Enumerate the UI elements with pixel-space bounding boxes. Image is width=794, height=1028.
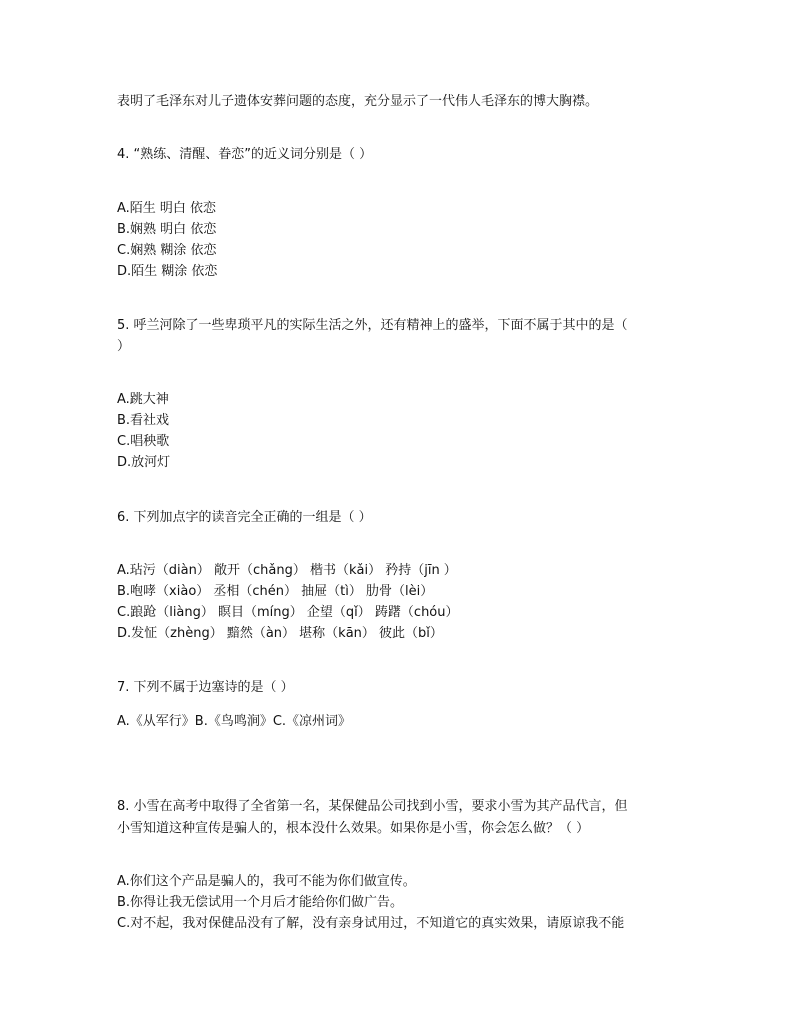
question-8-option-a: A.你们这个产品是骗人的，我可不能为你们做宣传。	[117, 874, 416, 889]
question-8-option-c: C.对不起，我对保健品没有了解，没有亲身试用过，不知道它的真实效果，请原谅我不能	[117, 916, 625, 931]
question-6-option-b: B.咆哮（xiào） 丞相（chén） 抽屉（tì） 肋骨（lèi）	[117, 584, 434, 599]
intro-text: 表明了毛泽东对儿子遗体安葬问题的态度，充分显示了一代伟人毛泽东的博大胸襟。	[117, 94, 599, 109]
question-6-option-a: A.玷污（diàn） 敞开（chǎng） 楷书（kǎi） 矜持（jīn ）	[117, 563, 457, 578]
question-4-stem: 4. “熟练、清醒、眷恋”的近义词分别是（ ）	[117, 147, 373, 162]
question-4-option-d: D.陌生 糊涂 依恋	[117, 264, 218, 279]
question-6-option-c: C.踉跄（liàng） 瞑目（míng） 企望（qǐ） 踌躇（chóu）	[117, 605, 459, 620]
question-5-stem-line1: 5. 呼兰河除了一些卑琐平凡的实际生活之外，还有精神上的盛举，下面不属于其中的是（	[117, 318, 628, 333]
question-5-option-a: A.跳大神	[117, 392, 169, 407]
question-5-option-b: B.看社戏	[117, 413, 170, 428]
question-7-options: A.《从军行》B.《鸟鸣涧》C.《凉州词》	[117, 714, 352, 729]
question-5-stem-line2: ）	[117, 339, 131, 354]
question-6-stem: 6. 下列加点字的读音完全正确的一组是（ ）	[117, 510, 372, 525]
question-8-option-b: B.你得让我无偿试用一个月后才能给你们做广告。	[117, 895, 404, 910]
question-8-stem-line2: 小雪知道这种宣传是骗人的，根本没什么效果。如果你是小雪，你会怎么做？（ ）	[117, 821, 590, 836]
question-6-option-d: D.发怔（zhèng） 黯然（àn） 堪称（kān） 彼此（bǐ）	[117, 626, 443, 641]
question-8-stem-line1: 8. 小雪在高考中取得了全省第一名，某保健品公司找到小雪，要求小雪为其产品代言，但	[117, 799, 628, 814]
question-5-option-c: C.唱秧歌	[117, 434, 170, 449]
question-4-option-a: A.陌生 明白 依恋	[117, 201, 217, 216]
question-7-stem: 7. 下列不属于边塞诗的是（ ）	[117, 680, 294, 695]
question-4-option-b: B.娴熟 明白 依恋	[117, 222, 217, 237]
question-5-option-d: D.放河灯	[117, 455, 171, 470]
question-4-option-c: C.娴熟 糊涂 依恋	[117, 243, 217, 258]
